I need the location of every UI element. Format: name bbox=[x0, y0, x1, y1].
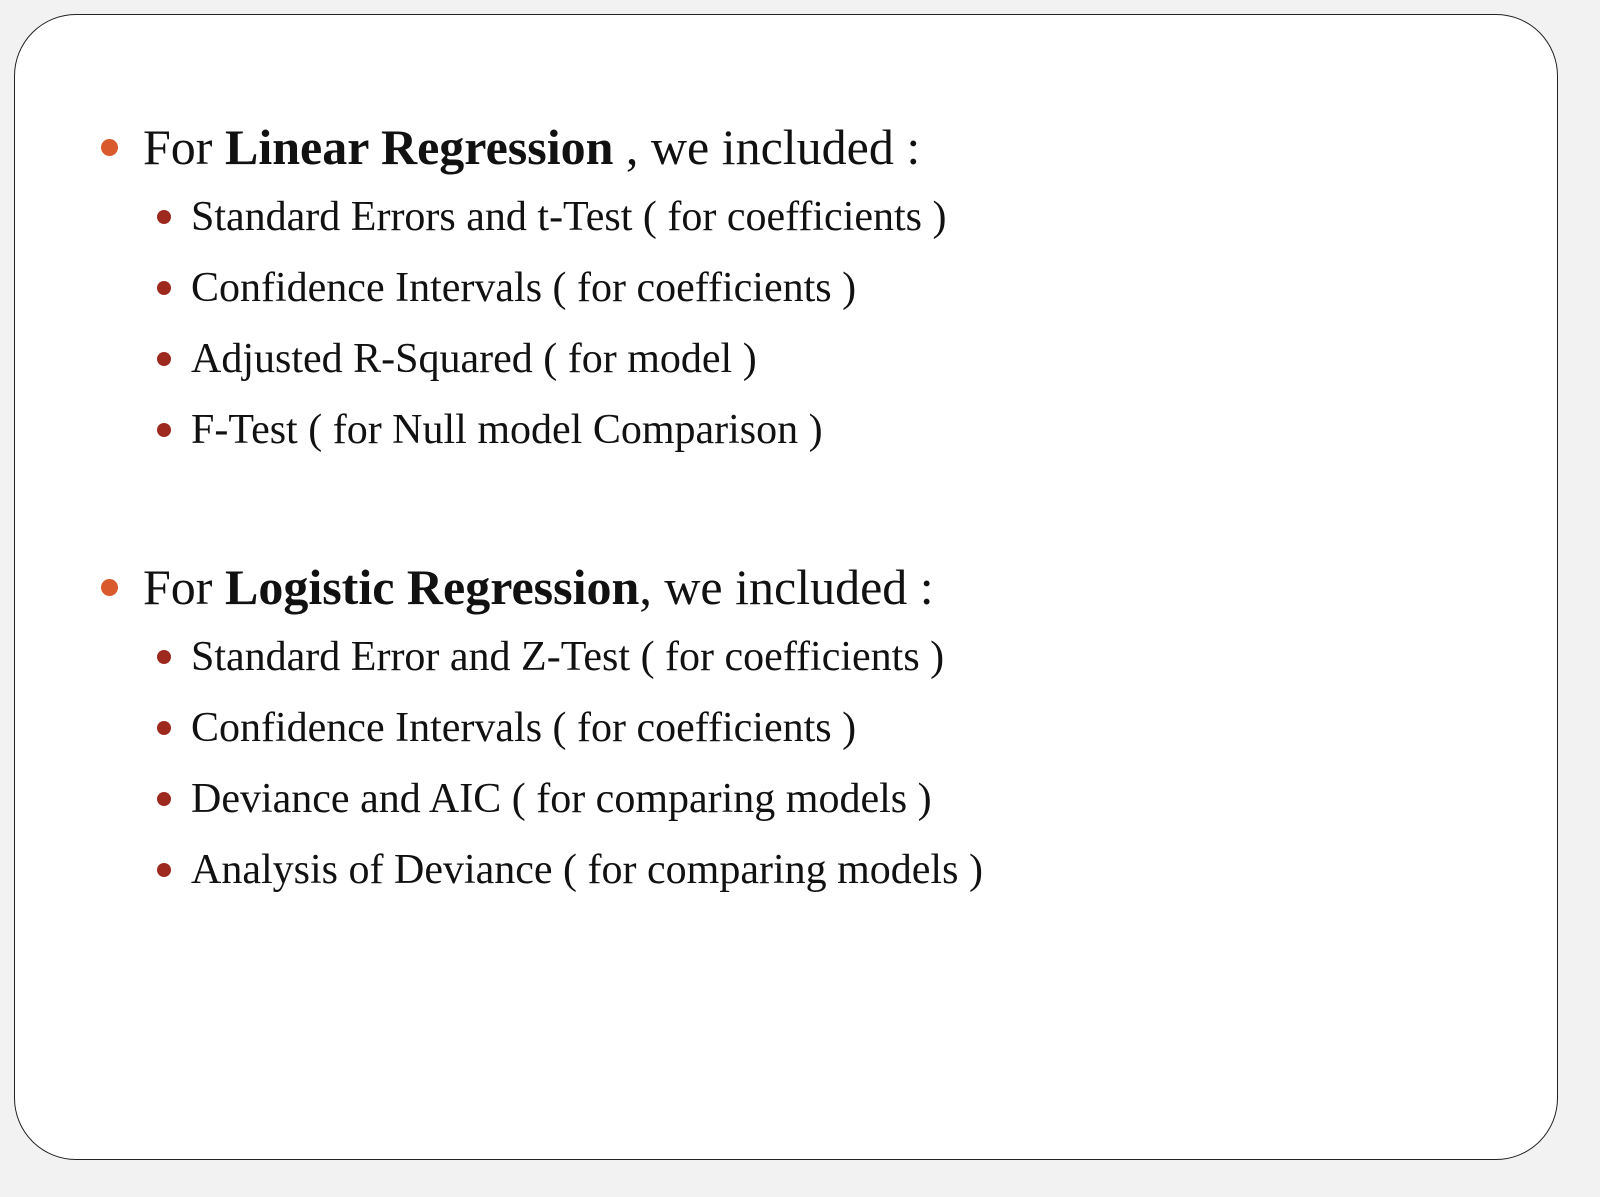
main-bold-term: Logistic Regression bbox=[224, 559, 640, 615]
linear-regression-section bbox=[15, 115, 1557, 471]
sub-bullet-icon bbox=[157, 210, 171, 224]
main-bullet-text bbox=[143, 115, 920, 179]
sub-bullet-text: F-Test ( for Null model Comparison ) bbox=[191, 407, 823, 453]
bullet-icon bbox=[101, 139, 118, 156]
sub-bullet-icon bbox=[157, 863, 171, 877]
sub-bullet-text: Confidence Intervals ( for coefficients ) bbox=[191, 265, 857, 311]
main-bullet-line bbox=[15, 115, 1557, 179]
sub-bullet-item bbox=[15, 840, 1557, 911]
sub-bullet-item bbox=[15, 769, 1557, 840]
slide-frame bbox=[14, 14, 1558, 1160]
sub-bullet-icon bbox=[157, 352, 171, 366]
sub-bullet-list bbox=[15, 187, 1557, 471]
main-bullet-text bbox=[143, 555, 934, 619]
sub-bullet-item bbox=[15, 627, 1557, 698]
sub-bullet-text: Analysis of Deviance ( for comparing models ) bbox=[191, 847, 983, 893]
sub-bullet-text: Adjusted R-Squared ( for model ) bbox=[191, 336, 757, 382]
main-bold-term: Linear Regression bbox=[224, 119, 614, 175]
sub-bullet-item bbox=[15, 400, 1557, 471]
main-suffix: , we included : bbox=[639, 559, 934, 615]
sub-bullet-icon bbox=[157, 792, 171, 806]
sub-bullet-list bbox=[15, 627, 1557, 911]
main-prefix: For bbox=[143, 119, 225, 175]
sub-bullet-text: Deviance and AIC ( for comparing models ) bbox=[191, 776, 932, 822]
logistic-regression-section bbox=[15, 555, 1557, 911]
sub-bullet-item bbox=[15, 329, 1557, 400]
sub-bullet-icon bbox=[157, 721, 171, 735]
bullet-icon bbox=[101, 579, 118, 596]
sub-bullet-icon bbox=[157, 650, 171, 664]
sub-bullet-text: Standard Errors and t-Test ( for coefficients ) bbox=[191, 194, 947, 240]
sub-bullet-item bbox=[15, 698, 1557, 769]
sub-bullet-text: Standard Error and Z-Test ( for coefficients ) bbox=[191, 634, 945, 680]
sub-bullet-icon bbox=[157, 281, 171, 295]
sub-bullet-text: Confidence Intervals ( for coefficients ) bbox=[191, 705, 857, 751]
sub-bullet-item bbox=[15, 187, 1557, 258]
main-bullet-line bbox=[15, 555, 1557, 619]
main-prefix: For bbox=[143, 559, 225, 615]
sub-bullet-icon bbox=[157, 423, 171, 437]
main-suffix: , we included : bbox=[613, 119, 921, 175]
sub-bullet-item bbox=[15, 258, 1557, 329]
